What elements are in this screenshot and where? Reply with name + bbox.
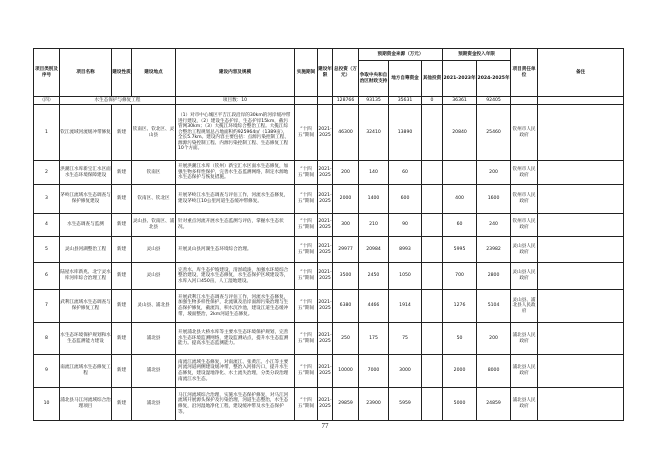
row-local: 13890 [389, 105, 422, 161]
col-header-fund-central: 争取中央和自治区财政支持 [359, 61, 389, 97]
section-note [538, 97, 624, 105]
row-location: 钦南区 [132, 161, 176, 185]
row-other [422, 290, 443, 323]
row-other [422, 161, 443, 185]
row-period: “十四五”期间 [295, 355, 318, 388]
row-year: 2021-2025 [318, 388, 333, 421]
row-unit: 钦州市人民政府 [511, 214, 538, 237]
row-central: 175 [359, 323, 389, 355]
col-header-content: 建设内容及规模 [176, 49, 295, 97]
row-other [422, 185, 443, 214]
row-y2021: 20840 [443, 105, 477, 161]
row-y2024: 23982 [477, 237, 511, 263]
row-year: 2021-2025 [318, 185, 333, 214]
col-header-year: 建设年限 [318, 49, 333, 97]
row-other [422, 355, 443, 388]
table-row [34, 161, 624, 185]
row-y2024: 200 [477, 161, 511, 185]
row-nature: 新建 [112, 388, 132, 421]
row-no: 2 [34, 161, 60, 185]
row-y2021: 60 [443, 214, 477, 237]
table-row [34, 105, 624, 161]
row-local: 3000 [389, 355, 422, 388]
row-y2021: 50 [443, 323, 477, 355]
row-content: 完善水、库生态护坡建设，清淤疏浚，加强水环境综合整治建设，建设水生态修复，水生态保护区域建设等，水库入河口450亩，人工湿地建设。 [176, 263, 295, 290]
table-row [34, 290, 624, 323]
section-total: 128766 [333, 97, 359, 105]
row-no: 3 [34, 185, 60, 214]
row-content: 马江河流域综合治理，实施水生态保护修复，对马江河流域开展源头保护及污染治理，河道生态整治，水生态修复，沿河湿地净化工程，建设缓冲带及水生态保护等。 [176, 388, 295, 421]
row-total: 29977 [333, 237, 359, 263]
row-unit: 灵山县人民政府 [511, 237, 538, 263]
row-nature: 新建 [112, 290, 132, 323]
row-unit: 灵山县人民政府 [511, 263, 538, 290]
row-note [538, 263, 624, 290]
row-y2021: 5000 [443, 388, 477, 421]
row-year: 2021-2025 [318, 237, 333, 263]
row-local: 8993 [389, 237, 422, 263]
row-nature: 新建 [112, 214, 132, 237]
col-header-invest-group: 预期资金投入年限 [443, 49, 511, 61]
row-content: 针对重点河流开展水生态监测与评估，掌握水生态状况。 [176, 214, 295, 237]
row-total: 3500 [333, 263, 359, 290]
row-unit: 钦州市人民政府 [511, 185, 538, 214]
row-location: 浦北县 [132, 388, 176, 421]
row-y2024: 1600 [477, 185, 511, 214]
row-total: 300 [333, 214, 359, 237]
row-y2024: 8000 [477, 355, 511, 388]
row-name: 浦北县马江河流域综合治理项目 [60, 388, 112, 421]
row-total: 2000 [333, 185, 359, 214]
row-note [538, 185, 624, 214]
row-period: “十四五”期间 [295, 388, 318, 421]
section-no: （四） [34, 97, 60, 105]
row-location: 钦南区、钦北区、灵山县 [132, 105, 176, 161]
row-period: “十四五”期间 [295, 105, 318, 161]
row-location: 灵山县、钦南区、浦北县 [132, 214, 176, 237]
row-local: 1914 [389, 290, 422, 323]
row-y2024: 240 [477, 214, 511, 237]
row-year: 2021-2025 [318, 263, 333, 290]
row-unit: 浦北县人民政府 [511, 323, 538, 355]
table-row [34, 323, 624, 355]
row-name: 水生态环境保护规划和水生态监测能力建设 [60, 323, 112, 355]
table-row [34, 214, 624, 237]
row-no: 6 [34, 263, 60, 290]
table-row [34, 388, 624, 421]
row-y2021: 2000 [443, 355, 477, 388]
row-no: 5 [34, 237, 60, 263]
section-unit [511, 97, 538, 105]
row-other [422, 214, 443, 237]
row-unit: 浦北县人民政府 [511, 388, 538, 421]
row-year: 2021-2025 [318, 355, 333, 388]
row-no: 1 [34, 105, 60, 161]
row-y2024: 24859 [477, 388, 511, 421]
row-name: 茅岭江流域水生态调查与保护修复建设 [60, 185, 112, 214]
row-nature: 新建 [112, 355, 132, 388]
row-y2024: 200 [477, 323, 511, 355]
row-period: “十四五”期间 [295, 237, 318, 263]
table-row [34, 263, 624, 290]
row-note [538, 105, 624, 161]
section-name: 水生态保护与修复工程 [60, 97, 176, 105]
row-y2024: 5104 [477, 290, 511, 323]
row-y2021 [443, 161, 477, 185]
row-name: 武利江流域水生态调查与保护修复工程 [60, 290, 112, 323]
row-other [422, 105, 443, 161]
row-central: 140 [359, 161, 389, 185]
section-content: 项目数：10 [176, 97, 295, 105]
row-nature: 新建 [112, 263, 132, 290]
row-total: 10000 [333, 355, 359, 388]
row-central: 2450 [359, 263, 389, 290]
section-other: 0 [422, 97, 443, 105]
row-nature: 新建 [112, 323, 132, 355]
row-name: 陆屋水库新兆、北宁灵水库河库综合治理工程 [60, 263, 112, 290]
row-local: 90 [389, 214, 422, 237]
col-header-invest-2021: 2021-2023年 [443, 61, 477, 97]
table-row [34, 185, 624, 214]
col-header-total: 总投资（万元） [333, 49, 359, 97]
col-header-unit: 项目责任单位 [511, 49, 538, 97]
row-y2021: 5995 [443, 237, 477, 263]
row-location: 钦南区、钦北区 [132, 185, 176, 214]
row-period: “十四五”期间 [295, 323, 318, 355]
row-y2024: 2800 [477, 263, 511, 290]
row-location: 浦北县 [132, 355, 176, 388]
row-content: 南流江流域生态修复，对南流江、张黄江、小江等主要河流河道两侧建设缓冲带，整治入河排污口，提升水生态修复，建设湿地净化、水土流失治理，分类分段治理南流江水生态。 [176, 355, 295, 388]
section-y2024: 92405 [477, 97, 511, 105]
col-header-nature: 建设性质 [112, 49, 132, 97]
col-header-fund-local: 地方自筹资金 [389, 61, 422, 97]
row-total: 29859 [333, 388, 359, 421]
table-row [34, 355, 624, 388]
row-other [422, 388, 443, 421]
col-header-fund-group: 预期资金来源（万元） [359, 49, 443, 61]
row-note [538, 290, 624, 323]
row-central: 23900 [359, 388, 389, 421]
row-central: 1400 [359, 185, 389, 214]
section-y2021: 36361 [443, 97, 477, 105]
row-unit: 钦州市人民政府 [511, 161, 538, 185]
row-y2021: 400 [443, 185, 477, 214]
section-central: 93135 [359, 97, 389, 105]
col-header-invest-2024: 2024-2025年 [477, 61, 511, 97]
row-central: 4466 [359, 290, 389, 323]
col-header-fund-other: 其他投资 [422, 61, 443, 97]
row-year: 2021-2025 [318, 105, 333, 161]
col-header-note: 备注 [538, 49, 624, 97]
row-nature: 新建 [112, 105, 132, 161]
row-content: （1）对市中心城区平吉江段沿岸的30km的河岸缓冲带进行建设，（2）建设生态护岸，生态护岸15km，截污管网30km；（3）大揽江环境综合整治工程。大揽江综合整治工程规划总占地面积约925964㎡（1389亩），全长5.7km。建设内容主要包括：点源污染控制工程、源源污染控制工程、内源污染控制工程、生态修复工程10个方面。 [176, 105, 295, 161]
row-nature: 新建 [112, 161, 132, 185]
row-name: 钦江流域河流缓冲带修复 [60, 105, 112, 161]
row-other [422, 323, 443, 355]
row-year: 2021-2025 [318, 161, 333, 185]
page-number: 77 [321, 422, 329, 430]
row-nature: 新建 [112, 237, 132, 263]
row-period: “十四五”期间 [295, 290, 318, 323]
row-content: 开展洪潮江水库（钦州）新宝汇水区面水生态修复，加强生物多样性保护，完善水生态监测网络，制定水源地水生态保护与恢复措施。 [176, 161, 295, 185]
col-header-location: 建设地点 [132, 49, 176, 97]
row-central: 210 [359, 214, 389, 237]
row-total: 200 [333, 161, 359, 185]
row-nature: 新建 [112, 185, 132, 214]
section-row [34, 97, 624, 105]
row-local: 5959 [389, 388, 422, 421]
table-row [34, 237, 624, 263]
row-period: “十四五”期间 [295, 263, 318, 290]
col-header-type: 项目类别及序号 [34, 49, 60, 97]
row-note [538, 214, 624, 237]
row-content: 开展武利江水生态调查与评估工作，河流水生态修复，加强生物多样性保护，北流镇及沿岸面源污染治理与生态保护修复，截流沟，积水沉沙池，建设江道生态缓冲带，坡面整治，2km河道生态修复。 [176, 290, 295, 323]
row-no: 4 [34, 214, 60, 237]
row-unit: 钦州市人民政府 [511, 105, 538, 161]
row-central: 7000 [359, 355, 389, 388]
row-local: 60 [389, 161, 422, 185]
row-note [538, 355, 624, 388]
row-total: 250 [333, 323, 359, 355]
row-central: 20984 [359, 237, 389, 263]
row-local: 75 [389, 323, 422, 355]
row-note [538, 237, 624, 263]
row-note [538, 323, 624, 355]
row-y2024: 25460 [477, 105, 511, 161]
row-location: 灵山县、浦北县 [132, 290, 176, 323]
row-other [422, 263, 443, 290]
row-content: 开展浦北县大桥水库等主要水生态环境保护规划，完善水生态环境监测网络，建设监测站点，提升水生态监测能力。提高水生态监测能力。 [176, 323, 295, 355]
project-table [33, 48, 624, 421]
section-period [295, 97, 318, 105]
row-location: 浦北县 [132, 323, 176, 355]
col-header-name: 项目名称 [60, 49, 112, 97]
row-content: 开展茅岭江水生态调查与评估工作，河流水生态修复，建设茅岭江10公里河道生态缓冲带修复。 [176, 185, 295, 214]
row-central: 32410 [359, 105, 389, 161]
row-total: 46300 [333, 105, 359, 161]
row-name: 洪潮江水库新宝汇水区面水生态环境保障建设 [60, 161, 112, 185]
row-total: 6380 [333, 290, 359, 323]
row-location: 灵山县 [132, 263, 176, 290]
row-year: 2021-2025 [318, 323, 333, 355]
row-period: “十四五”期间 [295, 214, 318, 237]
row-no: 10 [34, 388, 60, 421]
row-period: “十四五”期间 [295, 161, 318, 185]
row-location: 灵山县 [132, 237, 176, 263]
row-name: 水生态调查与监测 [60, 214, 112, 237]
row-period: “十四五”期间 [295, 185, 318, 214]
row-other [422, 237, 443, 263]
row-no: 9 [34, 355, 60, 388]
section-local: 35631 [389, 97, 422, 105]
row-unit: 浦北县人民政府 [511, 355, 538, 388]
col-header-period: 实施期间 [295, 49, 318, 97]
row-note [538, 161, 624, 185]
row-year: 2021-2025 [318, 214, 333, 237]
row-unit: 灵山县、浦北县人民政府 [511, 290, 538, 323]
row-name: 灵山县河湖整治工程 [60, 237, 112, 263]
row-local: 1050 [389, 263, 422, 290]
row-y2021: 1276 [443, 290, 477, 323]
project-table-body [34, 97, 624, 421]
row-name: 南流江流域水生态修复工程 [60, 355, 112, 388]
row-note [538, 388, 624, 421]
row-no: 7 [34, 290, 60, 323]
row-year: 2021-2025 [318, 290, 333, 323]
row-content: 开展灵山县河湖生态环境综合治理。 [176, 237, 295, 263]
section-year [318, 97, 333, 105]
row-no: 8 [34, 323, 60, 355]
row-y2021: 700 [443, 263, 477, 290]
row-local: 600 [389, 185, 422, 214]
